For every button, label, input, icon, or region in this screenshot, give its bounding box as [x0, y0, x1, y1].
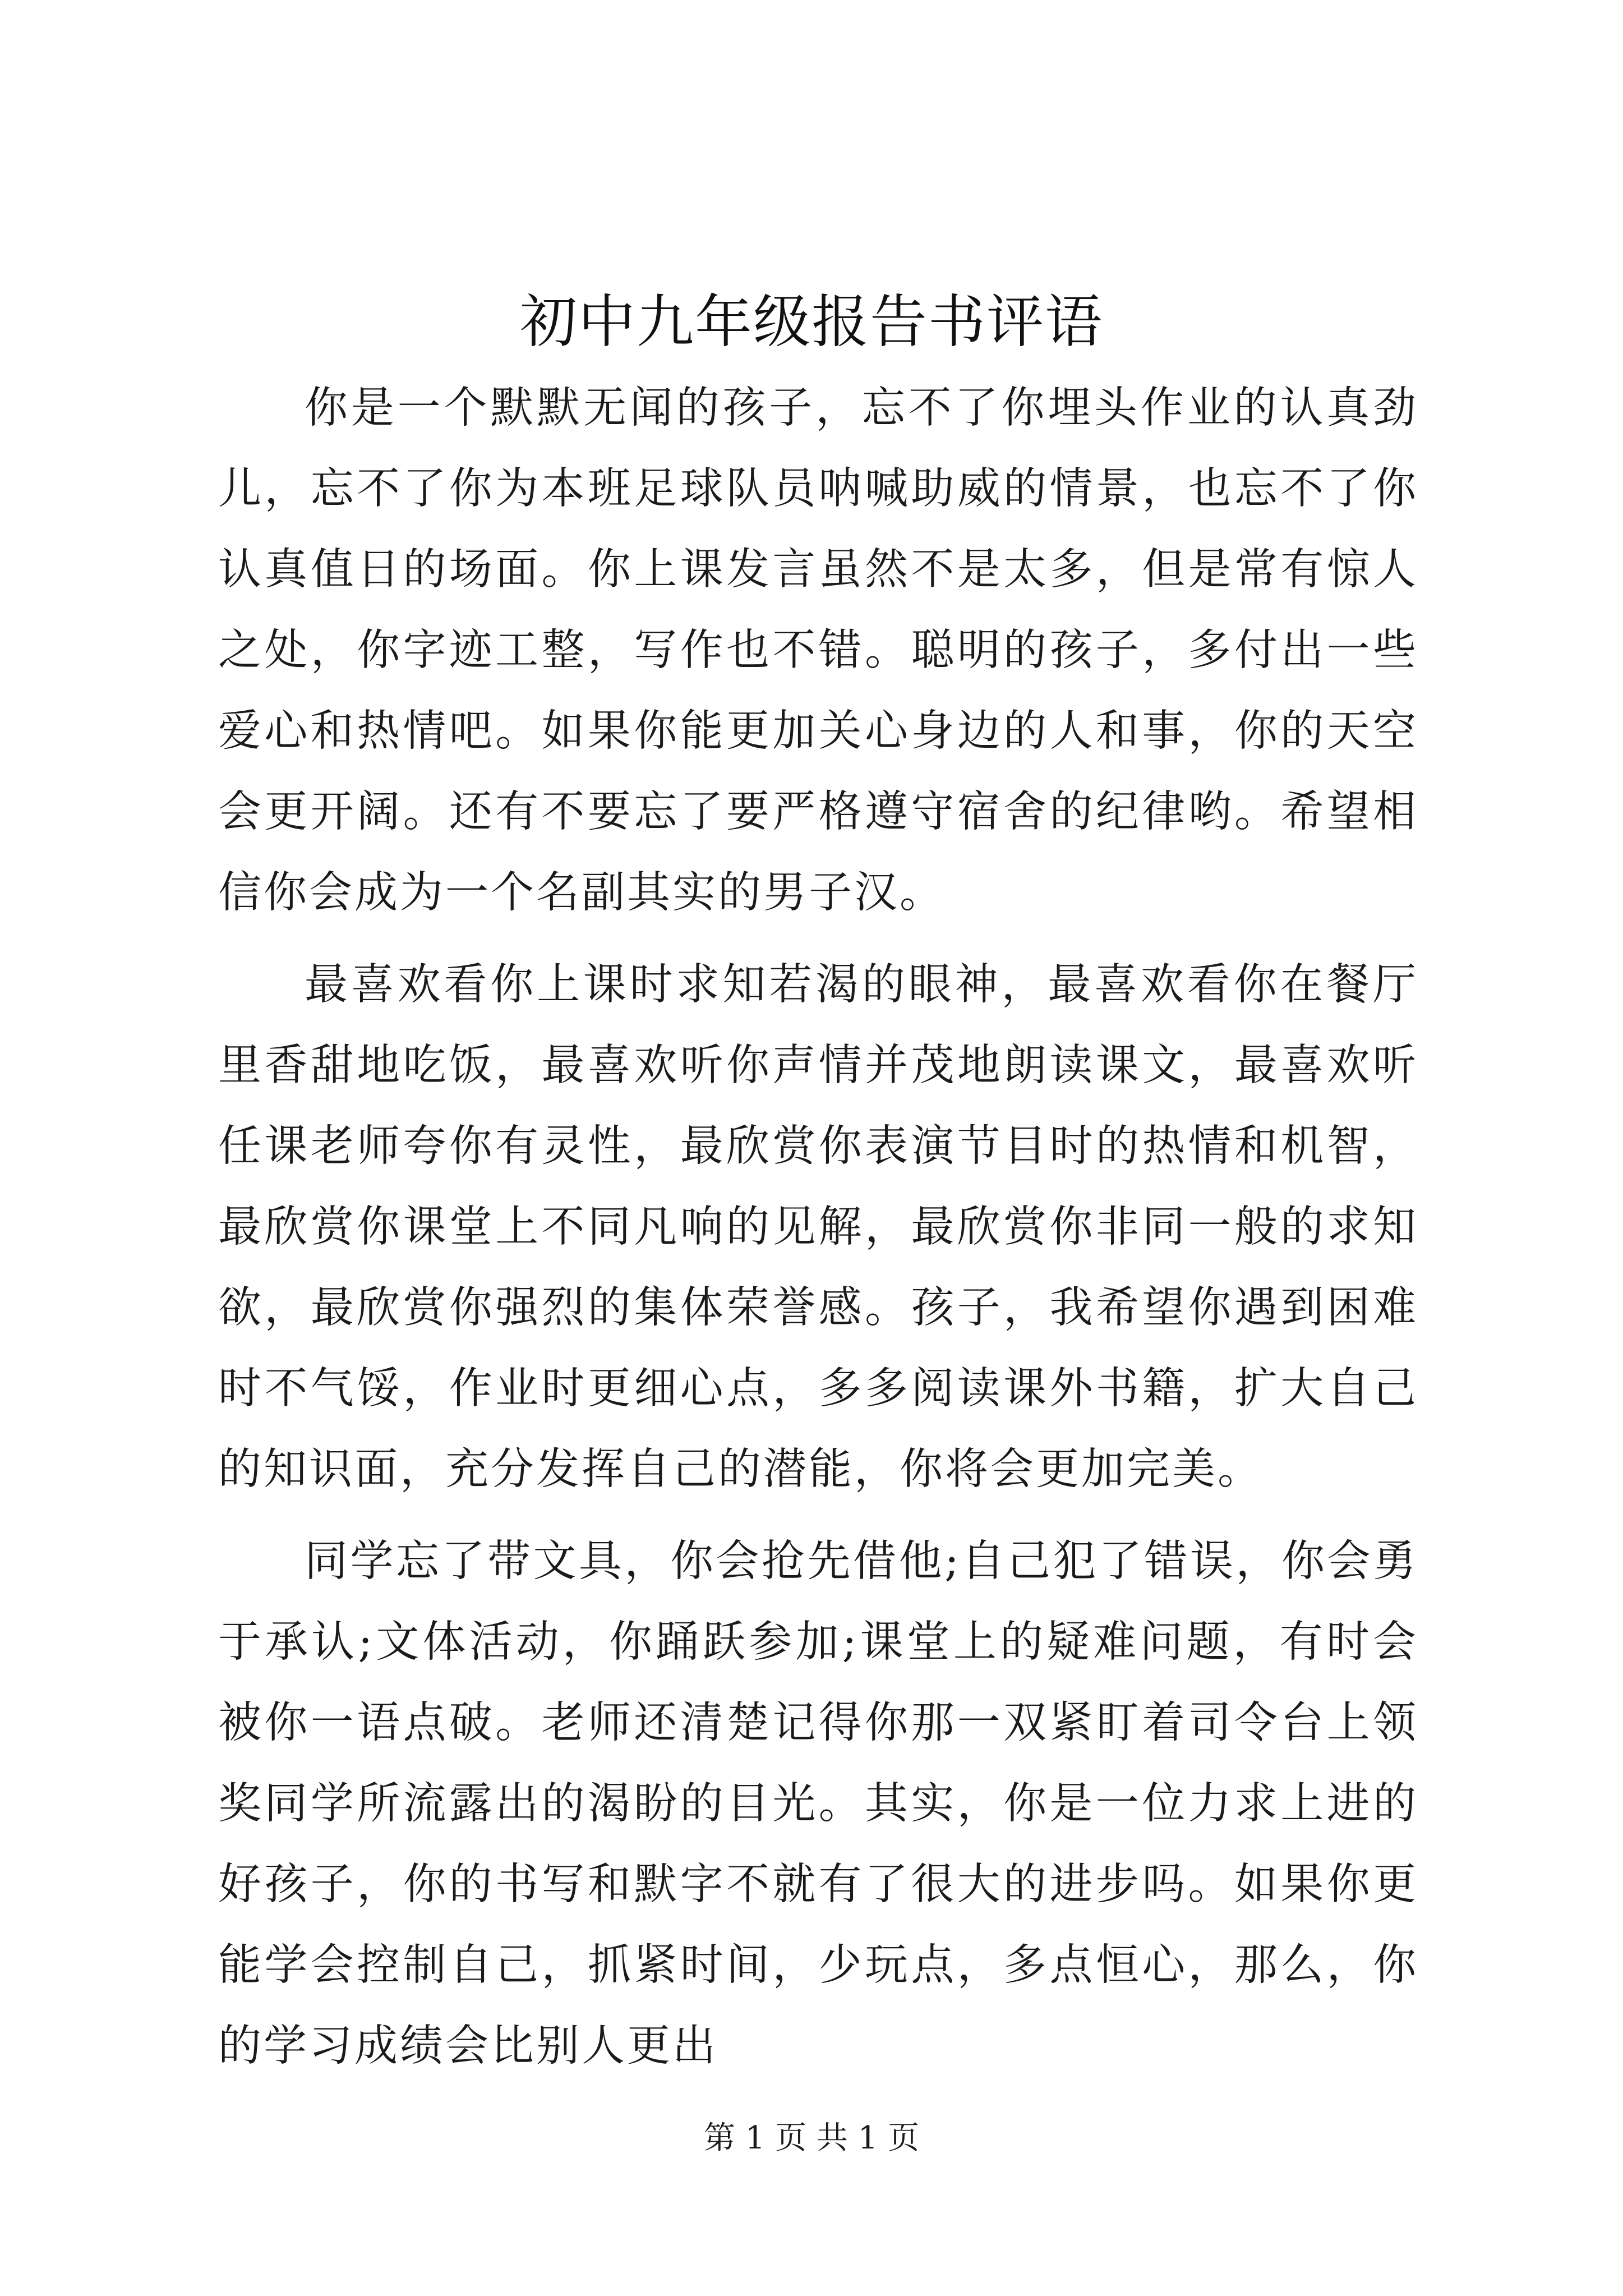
paragraph-2: 最喜欢看你上课时求知若渴的眼神，最喜欢看你在餐厅里香甜地吃饭，最喜欢听你声情并茂地朗读课文，最喜欢听任课老师夸你有灵性，最欣赏你表演节目时的热情和机智，最欣赏你课堂上不同凡响的见解，最欣赏你非同一般的求知欲，最欣赏你强烈的集体荣誉感。孩子，我希望你遇到困难时不气馁，作业时更细心点，多多阅读课外书籍，扩大自己的知识面，充分发挥自己的潜能，你将会更加完美。: [218, 960, 1418, 1494]
document-body: [218, 368, 1418, 2098]
paragraph-1: 你是一个默默无闻的孩子，忘不了你埋头作业的认真劲儿，忘不了你为本班足球队员呐喊助威的情景，也忘不了你认真值日的场面。你上课发言虽然不是太多，但是常有惊人之处，你字迹工整，写作也不错。聪明的孩子，多付出一些爱心和热情吧。如果你能更加关心身边的人和事，你的天空会更开阔。还有不要忘了要严格遵守宿舍的纪律哟。希望相信你会成为一个名副其实的男子汉。: [218, 383, 1418, 918]
page-footer: 第 1 页 共 1 页: [703, 2120, 920, 2156]
document-title: 初中九年级报告书评语: [520, 289, 1103, 356]
paragraph-3: 同学忘了带文具，你会抢先借他;自己犯了错误，你会勇于承认;文体活动，你踊跃参加;课堂上的疑难问题，有时会被你一语点破。老师还清楚记得你那一双紧盯着司令台上领奖同学所流露出的渴盼的目光。其实，你是一位力求上进的好孩子，你的书写和默字不就有了很大的进步吗。如果你更能学会控制自己，抓紧时间，少玩点，多点恒心，那么，你的学习成绩会比别人更出: [218, 1536, 1418, 2071]
